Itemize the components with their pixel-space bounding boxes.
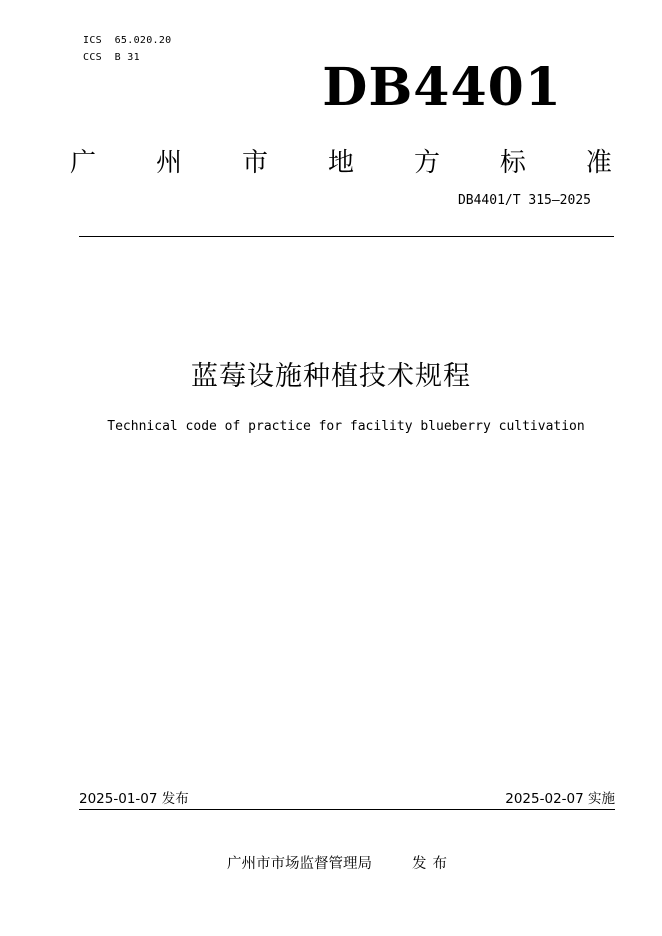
footer-divider xyxy=(79,809,615,810)
standard-number: DB4401/T 315—2025 xyxy=(457,193,591,208)
db-code-heading: DB4401 xyxy=(322,57,562,118)
ics-code: ICS 65.020.20 xyxy=(83,35,172,46)
document-title: 蓝莓设施种植技术规程 xyxy=(191,361,471,392)
ccs-code: CCS B 31 xyxy=(83,52,140,63)
standard-type-char: 标 xyxy=(499,148,526,178)
classification-codes xyxy=(83,32,172,66)
standard-type-char: 准 xyxy=(585,148,612,178)
publish-date: 2025-01-07 发布 xyxy=(79,791,189,807)
standard-type-char: 广 xyxy=(70,148,97,178)
standard-type-char: 州 xyxy=(155,148,182,178)
header-divider xyxy=(79,236,614,237)
standard-type-char: 地 xyxy=(327,148,354,178)
standard-type-char: 市 xyxy=(241,148,268,178)
issued-label: 发布 xyxy=(412,856,453,872)
standard-type-title xyxy=(70,143,612,183)
standard-type-char: 方 xyxy=(413,148,440,178)
document-subtitle-english: Technical code of practice for facility blueberry cultivation xyxy=(107,419,585,434)
issuing-authority: 广州市市场监督管理局 xyxy=(227,856,372,872)
implement-date: 2025-02-07 实施 xyxy=(505,791,615,807)
